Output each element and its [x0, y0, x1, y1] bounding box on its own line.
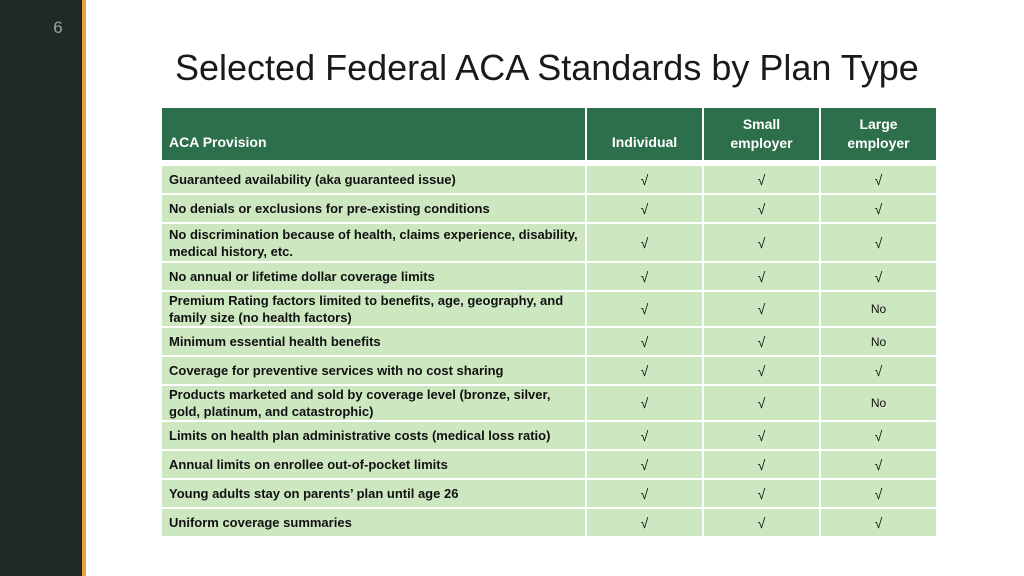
small-cell: √ — [704, 386, 819, 420]
large-cell: No — [821, 386, 936, 420]
provision-cell: Minimum essential health benefits — [162, 328, 585, 355]
provision-cell: Premium Rating factors limited to benefits, age, geography, and family size (no health factors) — [162, 292, 585, 326]
individual-cell: √ — [587, 509, 702, 536]
individual-cell: √ — [587, 328, 702, 355]
individual-cell: √ — [587, 386, 702, 420]
provision-cell: Limits on health plan administrative costs (medical loss ratio) — [162, 422, 585, 449]
small-cell: √ — [704, 328, 819, 355]
large-cell: No — [821, 292, 936, 326]
table-row — [162, 224, 936, 261]
small-cell: √ — [704, 292, 819, 326]
large-cell: √ — [821, 263, 936, 290]
small-cell: √ — [704, 224, 819, 261]
small-cell: √ — [704, 263, 819, 290]
header-individual: Individual — [587, 108, 702, 160]
table-header-row — [162, 108, 936, 160]
individual-cell: √ — [587, 422, 702, 449]
provision-cell: Young adults stay on parents’ plan until age 26 — [162, 480, 585, 507]
individual-cell: √ — [587, 195, 702, 222]
large-cell: √ — [821, 422, 936, 449]
table-row — [162, 509, 936, 536]
individual-cell: √ — [587, 224, 702, 261]
provision-cell: Annual limits on enrollee out-of-pocket limits — [162, 451, 585, 478]
individual-cell: √ — [587, 480, 702, 507]
small-cell: √ — [704, 195, 819, 222]
small-cell: √ — [704, 480, 819, 507]
accent-stripe — [82, 0, 86, 576]
large-cell: √ — [821, 357, 936, 384]
header-small-line1: Small — [742, 116, 781, 132]
individual-cell: √ — [587, 357, 702, 384]
individual-cell: √ — [587, 292, 702, 326]
individual-cell: √ — [587, 451, 702, 478]
large-cell: No — [821, 328, 936, 355]
provision-cell: No discrimination because of health, claims experience, disability, medical history, etc. — [162, 224, 585, 261]
provision-cell: Uniform coverage summaries — [162, 509, 585, 536]
small-cell: √ — [704, 166, 819, 193]
table-row — [162, 386, 936, 420]
header-large-line1: Large — [859, 116, 898, 132]
large-cell: √ — [821, 224, 936, 261]
header-small-employer — [704, 108, 819, 160]
sidebar — [0, 0, 82, 576]
provision-cell: Products marketed and sold by coverage level (bronze, silver, gold, platinum, and catastrophic) — [162, 386, 585, 420]
table-row — [162, 328, 936, 355]
table-row — [162, 292, 936, 326]
header-small-line2: employer — [730, 135, 793, 151]
large-cell: √ — [821, 195, 936, 222]
table-row — [162, 263, 936, 290]
table-row — [162, 166, 936, 193]
table-row — [162, 195, 936, 222]
table-row — [162, 357, 936, 384]
large-cell: √ — [821, 451, 936, 478]
small-cell: √ — [704, 509, 819, 536]
large-cell: √ — [821, 480, 936, 507]
provision-cell: No denials or exclusions for pre-existing conditions — [162, 195, 585, 222]
aca-standards-table — [160, 106, 938, 538]
provision-cell: Coverage for preventive services with no cost sharing — [162, 357, 585, 384]
header-aca-provision: ACA Provision — [162, 108, 585, 160]
small-cell: √ — [704, 422, 819, 449]
table-row — [162, 480, 936, 507]
small-cell: √ — [704, 451, 819, 478]
large-cell: √ — [821, 166, 936, 193]
individual-cell: √ — [587, 263, 702, 290]
header-large-employer — [821, 108, 936, 160]
small-cell: √ — [704, 357, 819, 384]
table-row — [162, 451, 936, 478]
header-large-line2: employer — [847, 135, 910, 151]
individual-cell: √ — [587, 166, 702, 193]
page-title: Selected Federal ACA Standards by Plan Type — [175, 47, 919, 88]
provision-cell: No annual or lifetime dollar coverage limits — [162, 263, 585, 290]
provision-cell: Guaranteed availability (aka guaranteed issue) — [162, 166, 585, 193]
slide-number: 6 — [53, 18, 63, 37]
large-cell: √ — [821, 509, 936, 536]
table-row — [162, 422, 936, 449]
